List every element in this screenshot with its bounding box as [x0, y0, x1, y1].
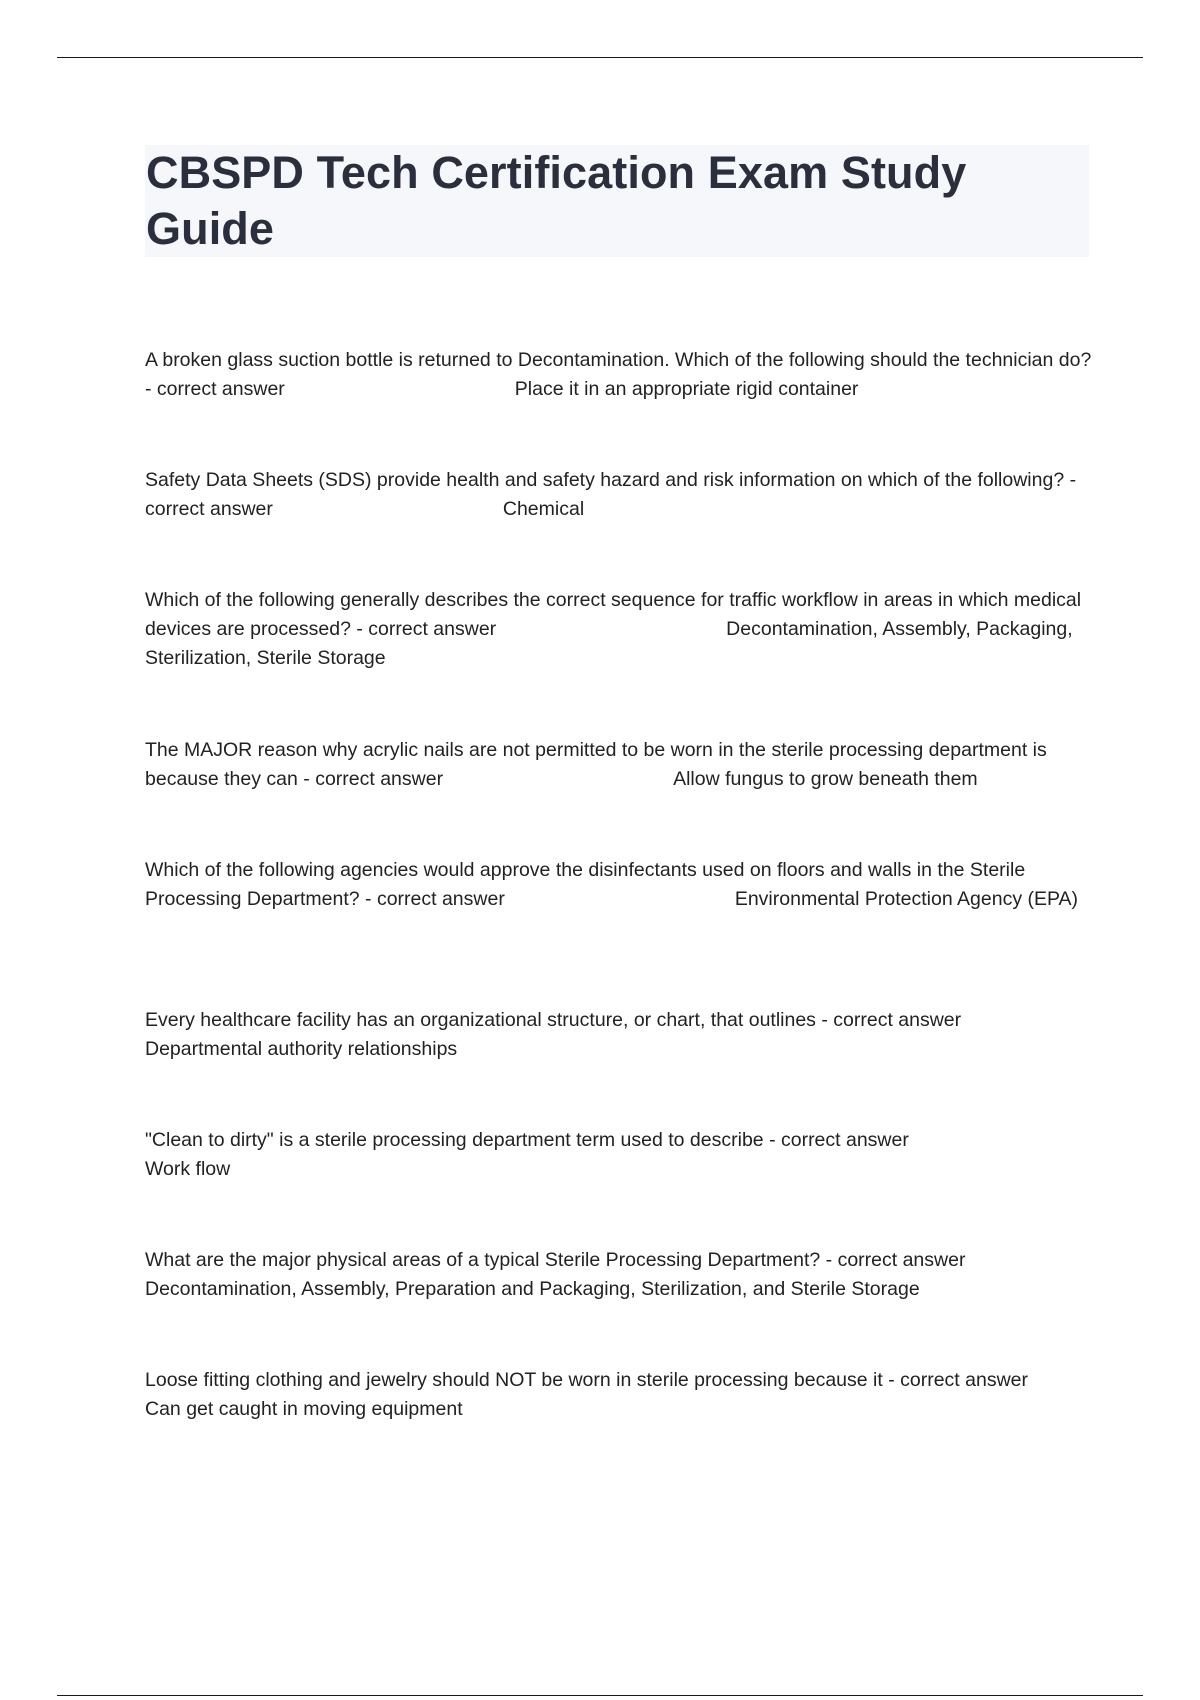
answer-marker: - correct answer — [145, 469, 1077, 520]
qa-item — [145, 1366, 1095, 1424]
question-text: What are the major physical areas of a typical Sterile Processing Department? — [145, 1249, 821, 1271]
title-banner — [145, 145, 1089, 257]
question-text: Loose fitting clothing and jewelry should NOT be worn in sterile processing because it — [145, 1369, 883, 1391]
answer-marker: - correct answer — [769, 1129, 909, 1151]
top-divider — [57, 57, 1143, 58]
answer-text: Departmental authority relationships — [145, 1038, 458, 1060]
question-text: Which of the following generally describes the correct sequence for traffic workflow in areas in which medical devices are processed? — [145, 589, 1082, 640]
question-text: The MAJOR reason why acrylic nails are not permitted to be worn in the sterile processing department is because they can — [145, 739, 1047, 790]
question-text: A broken glass suction bottle is returned to Decontamination. Which of the following should the technician do? — [145, 349, 1092, 371]
qa-item — [145, 346, 1095, 404]
document-title: CBSPD Tech Certification Exam Study Guide — [146, 147, 967, 254]
question-text: "Clean to dirty" is a sterile processing department term used to describe — [145, 1129, 764, 1151]
answer-text: Work flow — [145, 1158, 231, 1180]
answer-text: Decontamination, Assembly, Preparation and Packaging, Sterilization, and Sterile Storage — [145, 1278, 920, 1300]
answer-text: Place it in an appropriate rigid container — [514, 378, 859, 400]
question-text: Every healthcare facility has an organizational structure, or chart, that outlines — [145, 1009, 816, 1031]
answer-text: Environmental Protection Agency (EPA) — [734, 888, 1079, 910]
qa-item — [145, 1006, 1095, 1064]
answer-text: Allow fungus to grow beneath them — [673, 768, 978, 790]
qa-item — [145, 1246, 1095, 1304]
answer-text: Can get caught in moving equipment — [145, 1398, 463, 1420]
answer-marker: - correct answer — [365, 888, 505, 910]
answer-text: Decontamination, Assembly, Packaging, Sterilization, Sterile Storage — [145, 618, 1073, 669]
answer-marker: - correct answer — [145, 378, 285, 400]
answer-marker: - correct answer — [825, 1249, 966, 1271]
qa-item — [145, 856, 1095, 914]
qa-item — [145, 1126, 1095, 1184]
answer-marker: - correct answer — [356, 618, 497, 640]
answer-marker: - correct answer — [888, 1369, 1029, 1391]
question-text: Safety Data Sheets (SDS) provide health and safety hazard and risk information on which of the following? — [145, 469, 1065, 491]
qa-item — [145, 466, 1095, 524]
qa-item — [145, 586, 1095, 673]
bottom-divider — [57, 1695, 1143, 1696]
question-text: Which of the following agencies would approve the disinfectants used on floors and walls in the Sterile Processing Department? — [145, 859, 1026, 910]
answer-text: Chemical — [502, 498, 585, 520]
qa-item — [145, 736, 1095, 794]
answer-marker: - correct answer — [303, 768, 444, 790]
answer-marker: - correct answer — [821, 1009, 962, 1031]
